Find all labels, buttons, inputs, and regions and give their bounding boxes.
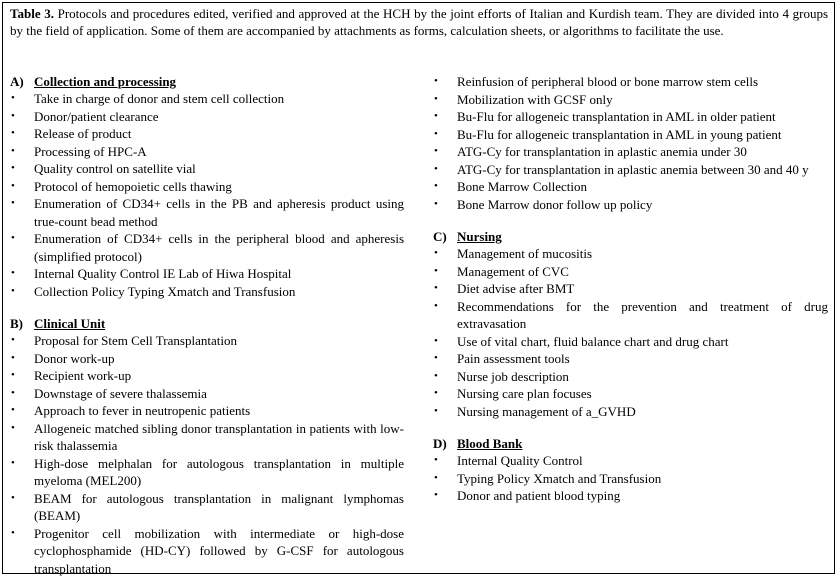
section-title: Blood Bank bbox=[457, 436, 523, 451]
bullet-icon: • bbox=[434, 471, 438, 484]
list-item-text: Pain assessment tools bbox=[457, 351, 570, 366]
list-item-text: ATG-Cy for transplantation in aplastic anemia under 30 bbox=[457, 144, 747, 159]
list-item bbox=[433, 108, 828, 126]
bullet-icon: • bbox=[11, 127, 15, 139]
list-item bbox=[433, 91, 828, 109]
protocol-list bbox=[433, 245, 828, 420]
list-item bbox=[10, 230, 404, 265]
list-item bbox=[433, 126, 828, 144]
section-blood-bank bbox=[433, 435, 828, 505]
section-clinical-unit-continued bbox=[433, 73, 828, 213]
list-item bbox=[433, 143, 828, 161]
bullet-icon: • bbox=[11, 526, 15, 539]
bullet-icon: • bbox=[434, 369, 438, 382]
list-item bbox=[10, 160, 404, 178]
list-item-text: Enumeration of CD34+ cells in the peripheral blood and apheresis (simplified protocol) bbox=[34, 231, 404, 264]
list-item bbox=[10, 125, 404, 143]
section-heading bbox=[433, 435, 828, 452]
right-column bbox=[433, 73, 828, 505]
list-item-text: Take in charge of donor and stem cell collection bbox=[34, 91, 285, 106]
bullet-icon: • bbox=[11, 421, 15, 434]
list-item bbox=[433, 452, 828, 470]
bullet-icon: • bbox=[434, 454, 438, 466]
section-clinical-unit bbox=[10, 315, 404, 577]
list-item bbox=[433, 245, 828, 263]
list-item bbox=[433, 403, 828, 421]
list-item-text: Diet advise after BMT bbox=[457, 281, 575, 296]
bullet-icon: • bbox=[434, 282, 438, 294]
list-item-text: Internal Quality Control IE Lab of Hiwa Hospital bbox=[34, 266, 292, 281]
list-item-text: Mobilization with GCSF only bbox=[457, 91, 613, 107]
list-item bbox=[433, 385, 828, 403]
section-letter: B) bbox=[10, 316, 23, 331]
list-item bbox=[433, 178, 828, 196]
list-item-text: ATG-Cy for transplantation in aplastic anemia between 30 and 40 y bbox=[457, 161, 809, 177]
list-item-text: Nurse job description bbox=[457, 368, 569, 384]
section-title: Nursing bbox=[457, 229, 502, 244]
list-item bbox=[10, 367, 404, 385]
list-item-text: Donor/patient clearance bbox=[34, 108, 159, 124]
bullet-icon: • bbox=[11, 491, 15, 504]
bullet-icon: • bbox=[11, 267, 15, 279]
bullet-icon: • bbox=[11, 351, 15, 364]
list-item-text: Donor and patient blood typing bbox=[457, 488, 621, 503]
caption-label: Table 3. bbox=[10, 6, 54, 21]
list-item bbox=[10, 490, 404, 525]
section-title: Collection and processing bbox=[34, 74, 177, 89]
list-item-text: Bu-Flu for allogeneic transplantation in AML in older patient bbox=[457, 109, 776, 124]
list-item-text: Allogeneic matched sibling donor transplantation in patients with low-risk thalassemia bbox=[34, 420, 404, 453]
bullet-icon: • bbox=[434, 404, 438, 417]
bullet-icon: • bbox=[11, 386, 15, 399]
bullet-icon: • bbox=[434, 110, 438, 122]
list-item bbox=[10, 332, 404, 350]
list-item bbox=[10, 265, 404, 283]
list-item-text: Internal Quality Control bbox=[457, 453, 583, 468]
bullet-icon: • bbox=[434, 75, 438, 87]
bullet-icon: • bbox=[434, 334, 438, 347]
list-item bbox=[433, 196, 828, 214]
section-heading bbox=[10, 315, 404, 332]
list-item-text: BEAM for autologous transplantation in malignant lymphomas (BEAM) bbox=[34, 490, 404, 523]
bullet-icon: • bbox=[434, 197, 438, 210]
list-item bbox=[433, 280, 828, 298]
bullet-icon: • bbox=[434, 489, 438, 501]
list-item-text: Nursing care plan focuses bbox=[457, 386, 592, 401]
section-letter: D) bbox=[433, 436, 447, 451]
table-caption bbox=[10, 6, 828, 39]
section-heading bbox=[10, 73, 404, 90]
section-collection-processing bbox=[10, 73, 404, 300]
list-item bbox=[10, 525, 404, 577]
list-item bbox=[10, 195, 404, 230]
list-item bbox=[433, 350, 828, 368]
list-item bbox=[10, 402, 404, 420]
list-item bbox=[10, 283, 404, 301]
list-item-text: Protocol of hemopoietic cells thawing bbox=[34, 178, 232, 194]
list-item bbox=[433, 73, 828, 91]
bullet-icon: • bbox=[434, 247, 438, 259]
section-nursing bbox=[433, 228, 828, 420]
list-item-text: Reinfusion of peripheral blood or bone marrow stem cells bbox=[457, 74, 759, 89]
list-item bbox=[10, 385, 404, 403]
list-item bbox=[10, 350, 404, 368]
section-heading bbox=[433, 228, 828, 245]
protocol-list bbox=[433, 73, 828, 213]
list-item-text: Release of product bbox=[34, 126, 132, 141]
bullet-icon: • bbox=[11, 197, 15, 209]
section-letter: A) bbox=[10, 74, 24, 89]
list-item bbox=[10, 143, 404, 161]
list-item-text: Processing of HPC-A bbox=[34, 143, 147, 159]
section-title: Clinical Unit bbox=[34, 316, 106, 331]
bullet-icon: • bbox=[11, 284, 15, 297]
list-item-text: Downstage of severe thalassemia bbox=[34, 385, 207, 401]
list-item bbox=[433, 161, 828, 179]
list-item-text: Bu-Flu for allogeneic transplantation in AML in young patient bbox=[457, 126, 782, 142]
list-item-text: Approach to fever in neutropenic patients bbox=[34, 403, 251, 418]
list-item-text: Recommendations for the prevention and treatment of drug extravasation bbox=[457, 298, 828, 331]
protocol-list bbox=[10, 90, 404, 300]
list-item bbox=[10, 178, 404, 196]
bullet-icon: • bbox=[434, 145, 438, 157]
bullet-icon: • bbox=[11, 369, 15, 381]
list-item-text: Quality control on satellite vial bbox=[34, 161, 196, 176]
bullet-icon: • bbox=[11, 404, 15, 416]
list-item bbox=[10, 420, 404, 455]
list-item bbox=[433, 333, 828, 351]
list-item bbox=[10, 90, 404, 108]
list-item-text: Enumeration of CD34+ cells in the PB and apheresis product using true-count bead method bbox=[34, 196, 404, 229]
list-item-text: Typing Policy Xmatch and Transfusion bbox=[457, 470, 662, 486]
list-item-text: Donor work-up bbox=[34, 350, 115, 366]
section-letter: C) bbox=[433, 229, 447, 244]
bullet-icon: • bbox=[434, 387, 438, 399]
list-item-text: Proposal for Stem Cell Transplantation bbox=[34, 333, 237, 348]
bullet-icon: • bbox=[434, 92, 438, 105]
caption-text: Protocols and procedures edited, verified and approved at the HCH by the joint efforts of Italian and Kurdish team. They are divided into 4 groups by the field of application. Some of them are accompanied by attachments as forms, calculation sheets, or algorithms to facilitate the use. bbox=[10, 6, 829, 38]
list-item-text: Nursing management of a_GVHD bbox=[457, 403, 636, 419]
list-item bbox=[433, 368, 828, 386]
list-item-text: Bone Marrow Collection bbox=[457, 179, 587, 194]
bullet-icon: • bbox=[434, 162, 438, 175]
bullet-icon: • bbox=[11, 232, 15, 244]
bullet-icon: • bbox=[434, 264, 438, 277]
bullet-icon: • bbox=[434, 127, 438, 140]
bullet-icon: • bbox=[11, 334, 15, 346]
left-column bbox=[10, 73, 404, 577]
bullet-icon: • bbox=[11, 109, 15, 122]
list-item-text: Bone Marrow donor follow up policy bbox=[457, 196, 653, 212]
bullet-icon: • bbox=[11, 179, 15, 192]
list-item-text: High-dose melphalan for autologous transplantation in multiple myeloma (MEL200) bbox=[34, 455, 404, 488]
list-item-text: Recipient work-up bbox=[34, 368, 132, 383]
protocol-list bbox=[10, 332, 404, 577]
list-item bbox=[433, 298, 828, 333]
bullet-icon: • bbox=[434, 299, 438, 312]
list-item bbox=[433, 487, 828, 505]
list-item bbox=[433, 263, 828, 281]
list-item-text: Use of vital chart, fluid balance chart and drug chart bbox=[457, 333, 729, 349]
list-item bbox=[10, 108, 404, 126]
bullet-icon: • bbox=[11, 456, 15, 469]
list-item-text: Collection Policy Typing Xmatch and Transfusion bbox=[34, 283, 296, 299]
list-item-text: Management of CVC bbox=[457, 263, 569, 279]
bullet-icon: • bbox=[11, 144, 15, 157]
protocol-list bbox=[433, 452, 828, 505]
bullet-icon: • bbox=[11, 92, 15, 104]
list-item bbox=[433, 470, 828, 488]
bullet-icon: • bbox=[11, 162, 15, 174]
list-item-text: Management of mucositis bbox=[457, 246, 593, 261]
list-item bbox=[10, 455, 404, 490]
bullet-icon: • bbox=[434, 180, 438, 192]
bullet-icon: • bbox=[434, 352, 438, 364]
list-item-text: Progenitor cell mobilization with intermediate or high-dose cyclophosphamide (HD-CY) followed by G-CSF for autologous transplantation bbox=[34, 525, 404, 576]
